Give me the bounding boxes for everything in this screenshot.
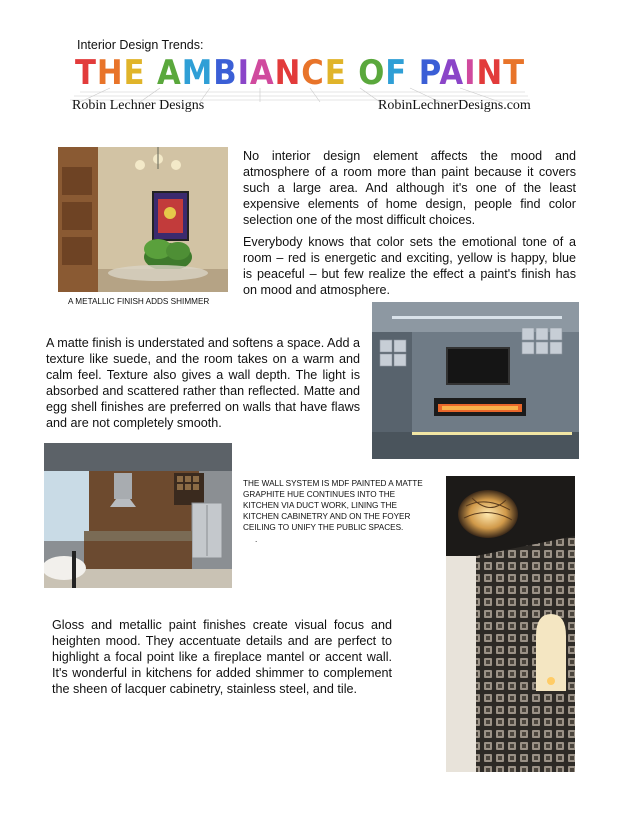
caption-wall-system: THE WALL SYSTEM IS MDF PAINTED A MATTE GRAPHITE HUE CONTINUES INTO THE KITCHEN VIA DUCT WORK, LINING THE KITCHEN CABINETRY AND ON THE FOYER CEILING TO UNIFY THE PUBLIC SPACES. xyxy=(243,479,423,532)
kicker-text: Interior Design Trends: xyxy=(77,38,204,52)
stray-dot: . xyxy=(255,535,258,544)
website-link[interactable]: RobinLechnerDesigns.com xyxy=(378,98,531,113)
title-text: THE AMBIANCE OF PAINT xyxy=(75,53,528,93)
matte-finish-paragraph: A matte finish is understated and softens a space. Add a texture like suede, and the room takes on a warm and calm feel. Texture also gives a wall depth. The light is absorbed and scattered rather than reflected. Matte and egg shell finishes are preferred on walls that have flaws and are not completely smooth. xyxy=(46,336,360,430)
caption-metallic: A METALLIC FINISH ADDS SHIMMER xyxy=(68,297,210,306)
gloss-metallic-paragraph: Gloss and metallic paint finishes create visual focus and heighten mood. They accentuate details and are perfect to highlight a focal point like a fireplace mantel or accent wall. It's wonderful in kitchens for added shimmer to complement the sheen of lacquer cabinetry, stainless steel, and tile. xyxy=(52,618,392,696)
intro-paragraph-1: No interior design element affects the mood and atmosphere of a room more than paint because it covers such a large area. And although it's one of the least expensive elements of home design, people find color selection one of the most difficult choices. xyxy=(243,149,576,227)
masthead-title xyxy=(70,52,530,104)
accent-wall-photo xyxy=(446,476,575,772)
masthead-graphic xyxy=(70,52,530,104)
kitchen-photo xyxy=(44,443,232,588)
dining-room-photo xyxy=(58,147,228,292)
living-room-photo xyxy=(372,302,579,459)
intro-paragraph-2: Everybody knows that color sets the emotional tone of a room – red is energetic and exciting, yellow is happy, blue is peaceful – but few realize the effect a paint's finish has on mood and atmosphere. xyxy=(243,235,576,297)
company-name: Robin Lechner Designs xyxy=(72,98,205,113)
